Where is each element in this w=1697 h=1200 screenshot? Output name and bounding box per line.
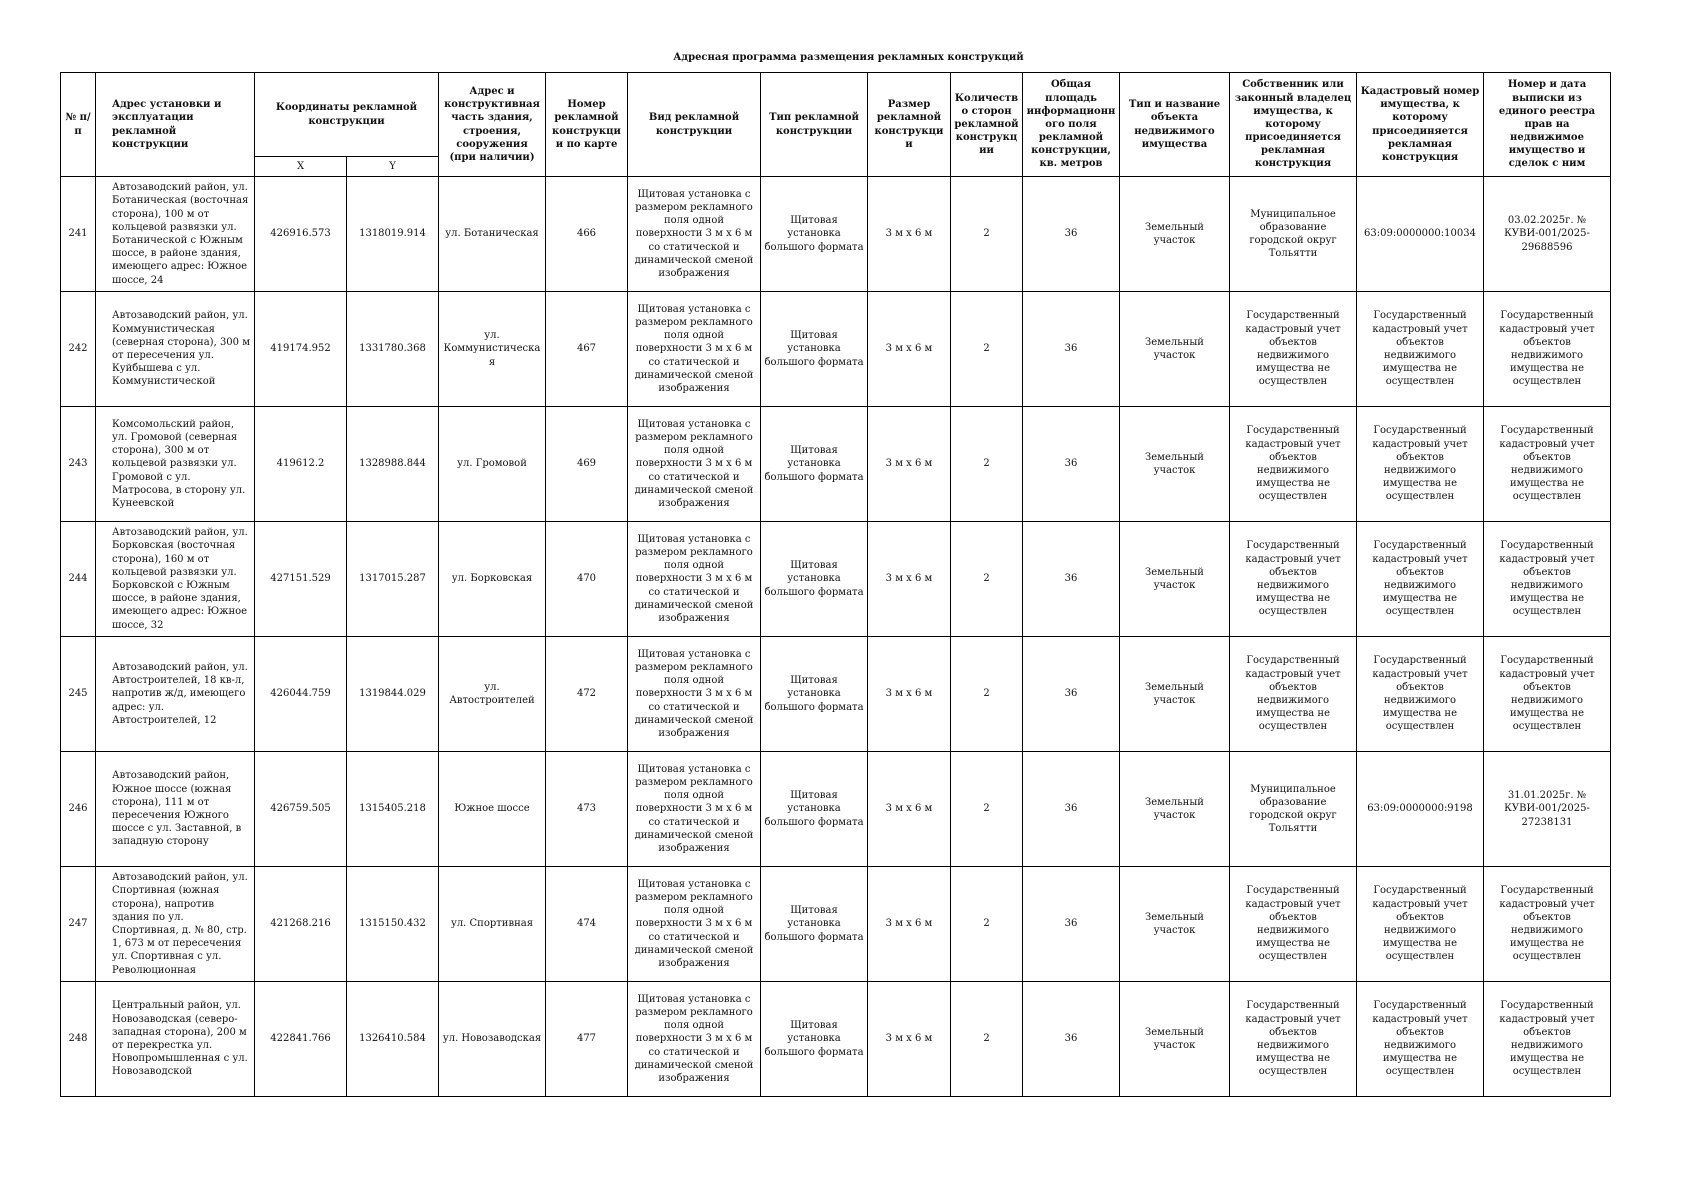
cell-cadastral: Государственный кадастровый учет объектов недвижимого имущества не осуществлен (1357, 522, 1484, 637)
cell-owner: Государственный кадастровый учет объектов недвижимого имущества не осуществлен (1230, 982, 1357, 1097)
cell-type: Щитовая установка большого формата (761, 522, 868, 637)
cell-building: Южное шоссе (439, 752, 546, 867)
cell-address: Автозаводский район, ул. Спортивная (южная сторона), напротив здания по ул. Спортивная, д. № 80, стр. 1, 673 м от пересечения ул. Спортивная с ул. Революционная (96, 867, 255, 982)
cell-size: 3 м х 6 м (868, 867, 951, 982)
cell-map-num: 470 (546, 522, 628, 637)
cell-area: 36 (1023, 637, 1120, 752)
cell-y: 1319844.029 (347, 637, 439, 752)
cell-kind: Щитовая установка с размером рекламного поля одной поверхности 3 м х 6 м со статической и динамической сменой изображения (628, 292, 761, 407)
cell-size: 3 м х 6 м (868, 637, 951, 752)
cell-num: 242 (61, 292, 96, 407)
cell-address: Автозаводский район, Южное шоссе (южная сторона), 111 м от пересечения Южного шоссе с ул. Заставной, в западную сторону (96, 752, 255, 867)
cell-property: Земельный участок (1120, 292, 1230, 407)
cell-x: 426044.759 (255, 637, 347, 752)
cell-registry: 31.01.2025г. № КУВИ-001/2025-27238131 (1484, 752, 1611, 867)
cell-y: 1315150.432 (347, 867, 439, 982)
cell-cadastral: 63:09:0000000:9198 (1357, 752, 1484, 867)
cell-owner: Муниципальное образование городской округ Тольятти (1230, 752, 1357, 867)
cell-sides: 2 (951, 637, 1023, 752)
header-y: Y (347, 157, 439, 177)
cell-map-num: 477 (546, 982, 628, 1097)
cell-owner: Государственный кадастровый учет объектов недвижимого имущества не осуществлен (1230, 867, 1357, 982)
cell-address: Автозаводский район, ул. Ботаническая (восточная сторона), 100 м от кольцевой развязки ул. Ботанической с Южным шоссе, в районе здания, имеющего адрес: Южное шоссе, 24 (96, 177, 255, 292)
cell-map-num: 466 (546, 177, 628, 292)
cell-num: 243 (61, 407, 96, 522)
table-row (61, 982, 1611, 1097)
cell-x: 421268.216 (255, 867, 347, 982)
cell-property: Земельный участок (1120, 982, 1230, 1097)
table-row (61, 292, 1611, 407)
cell-y: 1318019.914 (347, 177, 439, 292)
cell-area: 36 (1023, 522, 1120, 637)
cell-cadastral: Государственный кадастровый учет объектов недвижимого имущества не осуществлен (1357, 637, 1484, 752)
cell-owner: Государственный кадастровый учет объектов недвижимого имущества не осуществлен (1230, 292, 1357, 407)
cell-registry: 03.02.2025г. № КУВИ-001/2025-29688596 (1484, 177, 1611, 292)
cell-address: Центральный район, ул. Новозаводская (северо-западная сторона), 200 м от перекрестка ул. Новопромышленная с ул. Новозаводской (96, 982, 255, 1097)
cell-map-num: 467 (546, 292, 628, 407)
cell-address: Автозаводский район, ул. Автостроителей, 18 кв-л, напротив ж/д, имеющего адрес: ул. Автостроителей, 12 (96, 637, 255, 752)
cell-cadastral: 63:09:0000000:10034 (1357, 177, 1484, 292)
cell-sides: 2 (951, 292, 1023, 407)
cell-registry: Государственный кадастровый учет объектов недвижимого имущества не осуществлен (1484, 522, 1611, 637)
cell-map-num: 474 (546, 867, 628, 982)
header-kind: Вид рекламной конструкции (628, 73, 761, 177)
cell-map-num: 469 (546, 407, 628, 522)
table-row (61, 522, 1611, 637)
cell-area: 36 (1023, 407, 1120, 522)
cell-address: Комсомольский район, ул. Громовой (северная сторона), 300 м от кольцевой развязки ул. Громовой с ул. Матросова, в сторону ул. Кунеевской (96, 407, 255, 522)
cell-owner: Государственный кадастровый учет объектов недвижимого имущества не осуществлен (1230, 637, 1357, 752)
table-row (61, 867, 1611, 982)
cell-building: ул. Ботаническая (439, 177, 546, 292)
cell-size: 3 м х 6 м (868, 522, 951, 637)
table-row (61, 407, 1611, 522)
cell-property: Земельный участок (1120, 522, 1230, 637)
cell-size: 3 м х 6 м (868, 177, 951, 292)
cell-type: Щитовая установка большого формата (761, 407, 868, 522)
cell-num: 246 (61, 752, 96, 867)
table-body (61, 177, 1611, 1097)
cell-type: Щитовая установка большого формата (761, 637, 868, 752)
cell-area: 36 (1023, 177, 1120, 292)
cell-building: ул. Спортивная (439, 867, 546, 982)
cell-building: ул. Новозаводская (439, 982, 546, 1097)
cell-type: Щитовая установка большого формата (761, 982, 868, 1097)
cell-x: 427151.529 (255, 522, 347, 637)
header-area: Общая площадь информационного поля рекламной конструкции, кв. метров (1023, 73, 1120, 177)
cell-num: 245 (61, 637, 96, 752)
cell-owner: Государственный кадастровый учет объектов недвижимого имущества не осуществлен (1230, 407, 1357, 522)
cell-cadastral: Государственный кадастровый учет объектов недвижимого имущества не осуществлен (1357, 867, 1484, 982)
header-property: Тип и название объекта недвижимого имущества (1120, 73, 1230, 177)
cell-area: 36 (1023, 982, 1120, 1097)
cell-property: Земельный участок (1120, 407, 1230, 522)
header-cadastral: Кадастровый номер имущества, к которому присоединяется рекламная конструкция (1357, 73, 1484, 177)
cell-x: 419174.952 (255, 292, 347, 407)
cell-area: 36 (1023, 752, 1120, 867)
header-address: Адрес установки и эксплуатации рекламной конструкции (96, 73, 255, 177)
cell-property: Земельный участок (1120, 752, 1230, 867)
cell-building: ул. Автостроителей (439, 637, 546, 752)
cell-num: 247 (61, 867, 96, 982)
cell-registry: Государственный кадастровый учет объектов недвижимого имущества не осуществлен (1484, 407, 1611, 522)
header-x: X (255, 157, 347, 177)
cell-x: 426916.573 (255, 177, 347, 292)
cell-num: 241 (61, 177, 96, 292)
header-sides: Количество сторон рекламной конструкции (951, 73, 1023, 177)
header-type: Тип рекламной конструкции (761, 73, 868, 177)
cell-type: Щитовая установка большого формата (761, 292, 868, 407)
cell-num: 244 (61, 522, 96, 637)
cell-kind: Щитовая установка с размером рекламного поля одной поверхности 3 м х 6 м со статической и динамической сменой изображения (628, 522, 761, 637)
cell-kind: Щитовая установка с размером рекламного поля одной поверхности 3 м х 6 м со статической и динамической сменой изображения (628, 407, 761, 522)
cell-type: Щитовая установка большого формата (761, 752, 868, 867)
header-num: № п/п (61, 73, 96, 177)
cell-y: 1331780.368 (347, 292, 439, 407)
table-row (61, 752, 1611, 867)
cell-map-num: 473 (546, 752, 628, 867)
cell-building: ул. Громовой (439, 407, 546, 522)
cell-sides: 2 (951, 867, 1023, 982)
cell-registry: Государственный кадастровый учет объектов недвижимого имущества не осуществлен (1484, 292, 1611, 407)
cell-registry: Государственный кадастровый учет объектов недвижимого имущества не осуществлен (1484, 637, 1611, 752)
cell-registry: Государственный кадастровый учет объектов недвижимого имущества не осуществлен (1484, 867, 1611, 982)
cell-owner: Государственный кадастровый учет объектов недвижимого имущества не осуществлен (1230, 522, 1357, 637)
cell-sides: 2 (951, 522, 1023, 637)
table-header-row (61, 73, 1611, 157)
cell-num: 248 (61, 982, 96, 1097)
cell-address: Автозаводский район, ул. Борковская (восточная сторона), 160 м от кольцевой развязки ул. Борковской с Южным шоссе, в районе здания, имеющего адрес: Южное шоссе, 32 (96, 522, 255, 637)
cell-kind: Щитовая установка с размером рекламного поля одной поверхности 3 м х 6 м со статической и динамической сменой изображения (628, 752, 761, 867)
cell-registry: Государственный кадастровый учет объектов недвижимого имущества не осуществлен (1484, 982, 1611, 1097)
header-building: Адрес и конструктивная часть здания, строения, сооружения (при наличии) (439, 73, 546, 177)
cell-type: Щитовая установка большого формата (761, 177, 868, 292)
cell-kind: Щитовая установка с размером рекламного поля одной поверхности 3 м х 6 м со статической и динамической сменой изображения (628, 867, 761, 982)
header-coords: Координаты рекламной конструкции (255, 73, 439, 157)
cell-x: 419612.2 (255, 407, 347, 522)
cell-size: 3 м х 6 м (868, 292, 951, 407)
cell-y: 1315405.218 (347, 752, 439, 867)
cell-y: 1326410.584 (347, 982, 439, 1097)
cell-size: 3 м х 6 м (868, 407, 951, 522)
cell-kind: Щитовая установка с размером рекламного поля одной поверхности 3 м х 6 м со статической и динамической сменой изображения (628, 982, 761, 1097)
cell-property: Земельный участок (1120, 177, 1230, 292)
advertising-structures-table (60, 72, 1611, 1097)
cell-cadastral: Государственный кадастровый учет объектов недвижимого имущества не осуществлен (1357, 982, 1484, 1097)
cell-sides: 2 (951, 752, 1023, 867)
cell-sides: 2 (951, 177, 1023, 292)
cell-owner: Муниципальное образование городской округ Тольятти (1230, 177, 1357, 292)
cell-sides: 2 (951, 982, 1023, 1097)
cell-area: 36 (1023, 292, 1120, 407)
cell-building: ул. Борковская (439, 522, 546, 637)
cell-area: 36 (1023, 867, 1120, 982)
table-row (61, 177, 1611, 292)
cell-y: 1317015.287 (347, 522, 439, 637)
cell-cadastral: Государственный кадастровый учет объектов недвижимого имущества не осуществлен (1357, 407, 1484, 522)
cell-cadastral: Государственный кадастровый учет объектов недвижимого имущества не осуществлен (1357, 292, 1484, 407)
cell-type: Щитовая установка большого формата (761, 867, 868, 982)
cell-x: 426759.505 (255, 752, 347, 867)
cell-kind: Щитовая установка с размером рекламного поля одной поверхности 3 м х 6 м со статической и динамической сменой изображения (628, 177, 761, 292)
cell-size: 3 м х 6 м (868, 982, 951, 1097)
table-row (61, 637, 1611, 752)
cell-property: Земельный участок (1120, 867, 1230, 982)
header-registry: Номер и дата выписки из единого реестра прав на недвижимое имущество и сделок с ним (1484, 73, 1611, 177)
cell-map-num: 472 (546, 637, 628, 752)
cell-address: Автозаводский район, ул. Коммунистическая (северная сторона), 300 м от пересечения ул. Куйбышева с ул. Коммунистической (96, 292, 255, 407)
header-size: Размер рекламной конструкции (868, 73, 951, 177)
cell-building: ул. Коммунистическая (439, 292, 546, 407)
cell-sides: 2 (951, 407, 1023, 522)
header-owner: Собственник или законный владелец имущества, к которому присоединяется рекламная конструкция (1230, 73, 1357, 177)
cell-x: 422841.766 (255, 982, 347, 1097)
document-title: Адресная программа размещения рекламных конструкций (673, 52, 1024, 63)
cell-property: Земельный участок (1120, 637, 1230, 752)
cell-size: 3 м х 6 м (868, 752, 951, 867)
header-map-num: Номер рекламной конструкции по карте (546, 73, 628, 177)
cell-kind: Щитовая установка с размером рекламного поля одной поверхности 3 м х 6 м со статической и динамической сменой изображения (628, 637, 761, 752)
cell-y: 1328988.844 (347, 407, 439, 522)
